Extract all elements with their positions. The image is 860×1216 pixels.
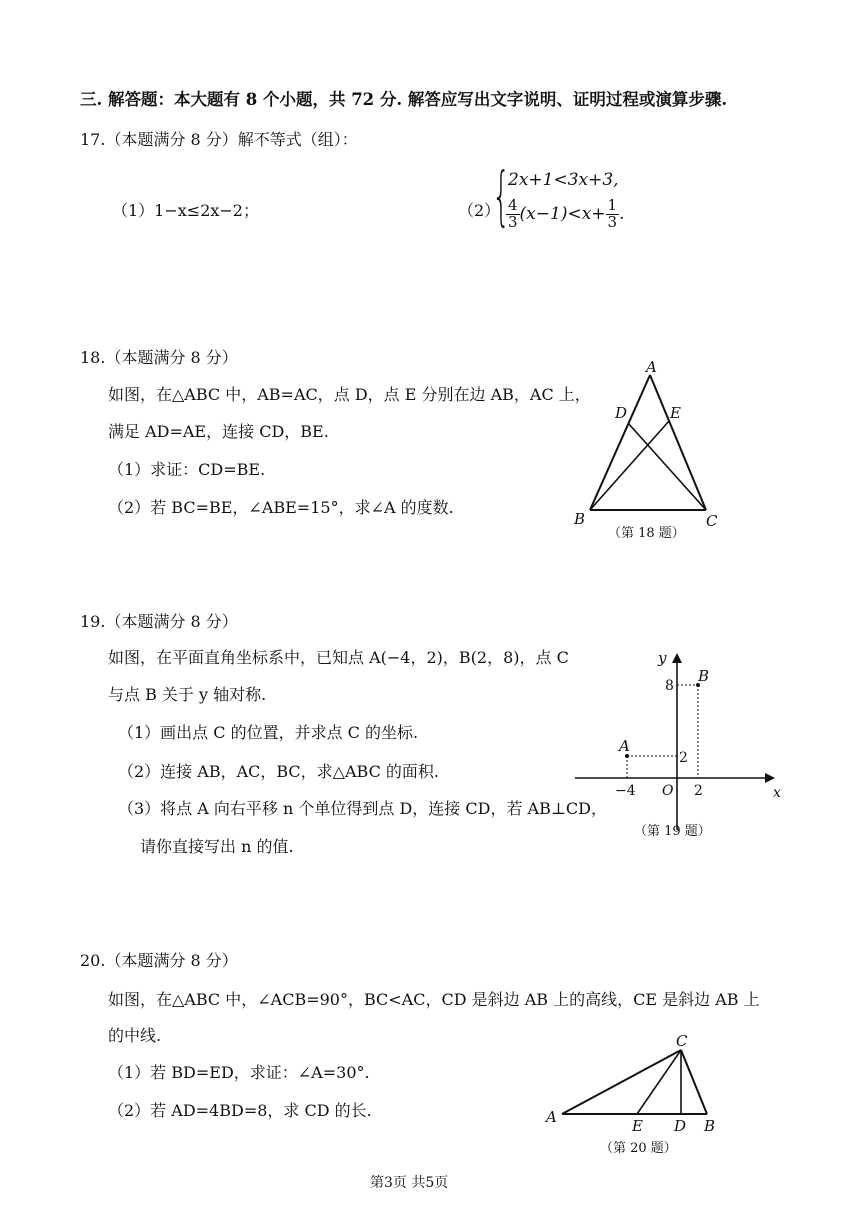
caption-20: （第 20 题） [600,1141,677,1156]
figure-19 [570,645,785,845]
frac2-num: 1 [607,196,618,214]
q19-part3b: 请你直接写出 n 的值. [140,837,294,856]
side-ab [590,375,650,510]
tick-x2: 2 [694,783,703,799]
q17-frac1 [506,198,520,231]
q19-part1: （1）画出点 C 的位置，并求点 C 的坐标. [118,723,419,742]
q19-header: 19.（本题满分 8 分） [80,612,238,631]
figure-18 [560,355,740,545]
q20-part2: （2）若 AD=4BD=8，求 CD 的长. [108,1101,372,1120]
q17-part2-label: （2） [458,201,501,220]
label-a: A [546,1108,557,1126]
figure-20 [540,1030,730,1160]
q19-line1: 如图，在平面直角坐标系中，已知点 A(−4，2)，B(2，8)，点 C [108,648,569,667]
tick-y2: 2 [679,750,688,766]
q20-header: 20.（本题满分 8 分） [80,951,238,970]
q17-part1: （1）1−x≤2x−2； [112,201,259,220]
ineq2-mid: (x−1)<x+ [519,203,606,224]
label-c: C [676,1032,688,1050]
label-x: x [773,785,781,801]
q17-ineq1: 2x+1<3x+3, [508,170,619,190]
label-d: D [615,404,628,422]
q17-ineq2 [506,198,625,231]
caption-18: （第 18 题） [608,526,685,541]
label-d: D [674,1117,687,1135]
q20-part1: （1）若 BD=ED，求证：∠A=30°. [108,1063,370,1082]
q18-line2: 满足 AD=AE，连接 CD，BE. [108,422,329,441]
frac2-den: 3 [607,212,618,231]
q18-part2: （2）若 BC=BE，∠ABE=15°，求∠A 的度数. [108,498,454,517]
label-origin: O [662,783,674,799]
segment-be [590,421,669,510]
brace-icon: { [492,160,511,234]
q18-line1: 如图，在△ABC 中，AB=AC，点 D，点 E 分别在边 AB，AC 上， [108,385,591,404]
side-ac [650,375,706,510]
ineq2-end: . [619,203,625,224]
q19-line2: 与点 B 关于 y 轴对称. [108,685,267,704]
label-a: A [619,737,630,755]
label-c: C [706,512,718,530]
frac1-num: 4 [508,196,518,214]
frac1-den: 3 [508,212,518,231]
label-a: A [646,358,657,376]
q17-frac2 [606,198,620,231]
q19-part3: （3）将点 A 向右平移 n 个单位得到点 D，连接 CD，若 AB⊥CD， [118,799,607,818]
q19-part2: （2）连接 AB，AC，BC，求△ABC 的面积. [118,762,440,781]
y-axis-arrow-icon [672,653,682,663]
side-ac [562,1050,681,1114]
side-bc [681,1050,707,1114]
label-b: B [704,1117,716,1135]
section-header: 三. 解答题：本大题有 8 个小题，共 72 分. 解答应写出文字说明、证明过程或演算步骤. [80,90,728,109]
x-axis-arrow-icon [765,773,775,783]
label-y: y [658,649,667,667]
q20-line2: 的中线. [108,1026,162,1045]
label-e: E [670,404,681,422]
label-e: E [632,1117,643,1135]
q20-line1: 如图，在△ABC 中，∠ACB=90°，BC<AC，CD 是斜边 AB 上的高线，CE 是斜边 AB 上 [108,990,760,1009]
label-b: B [698,667,710,685]
caption-19: （第 19 题） [634,824,711,839]
label-b: B [574,510,586,528]
tick-y8: 8 [665,678,674,694]
q18-part1: （1）求证：CD=BE. [108,460,266,479]
q18-header: 18.（本题满分 8 分） [80,348,238,367]
segment-cd [628,423,706,510]
tick-xm4: −4 [615,783,636,799]
page-footer: 第3页 共5页 [370,1175,449,1191]
median-ce [637,1050,681,1114]
q17-header: 17.（本题满分 8 分）解不等式（组）： [80,130,358,149]
